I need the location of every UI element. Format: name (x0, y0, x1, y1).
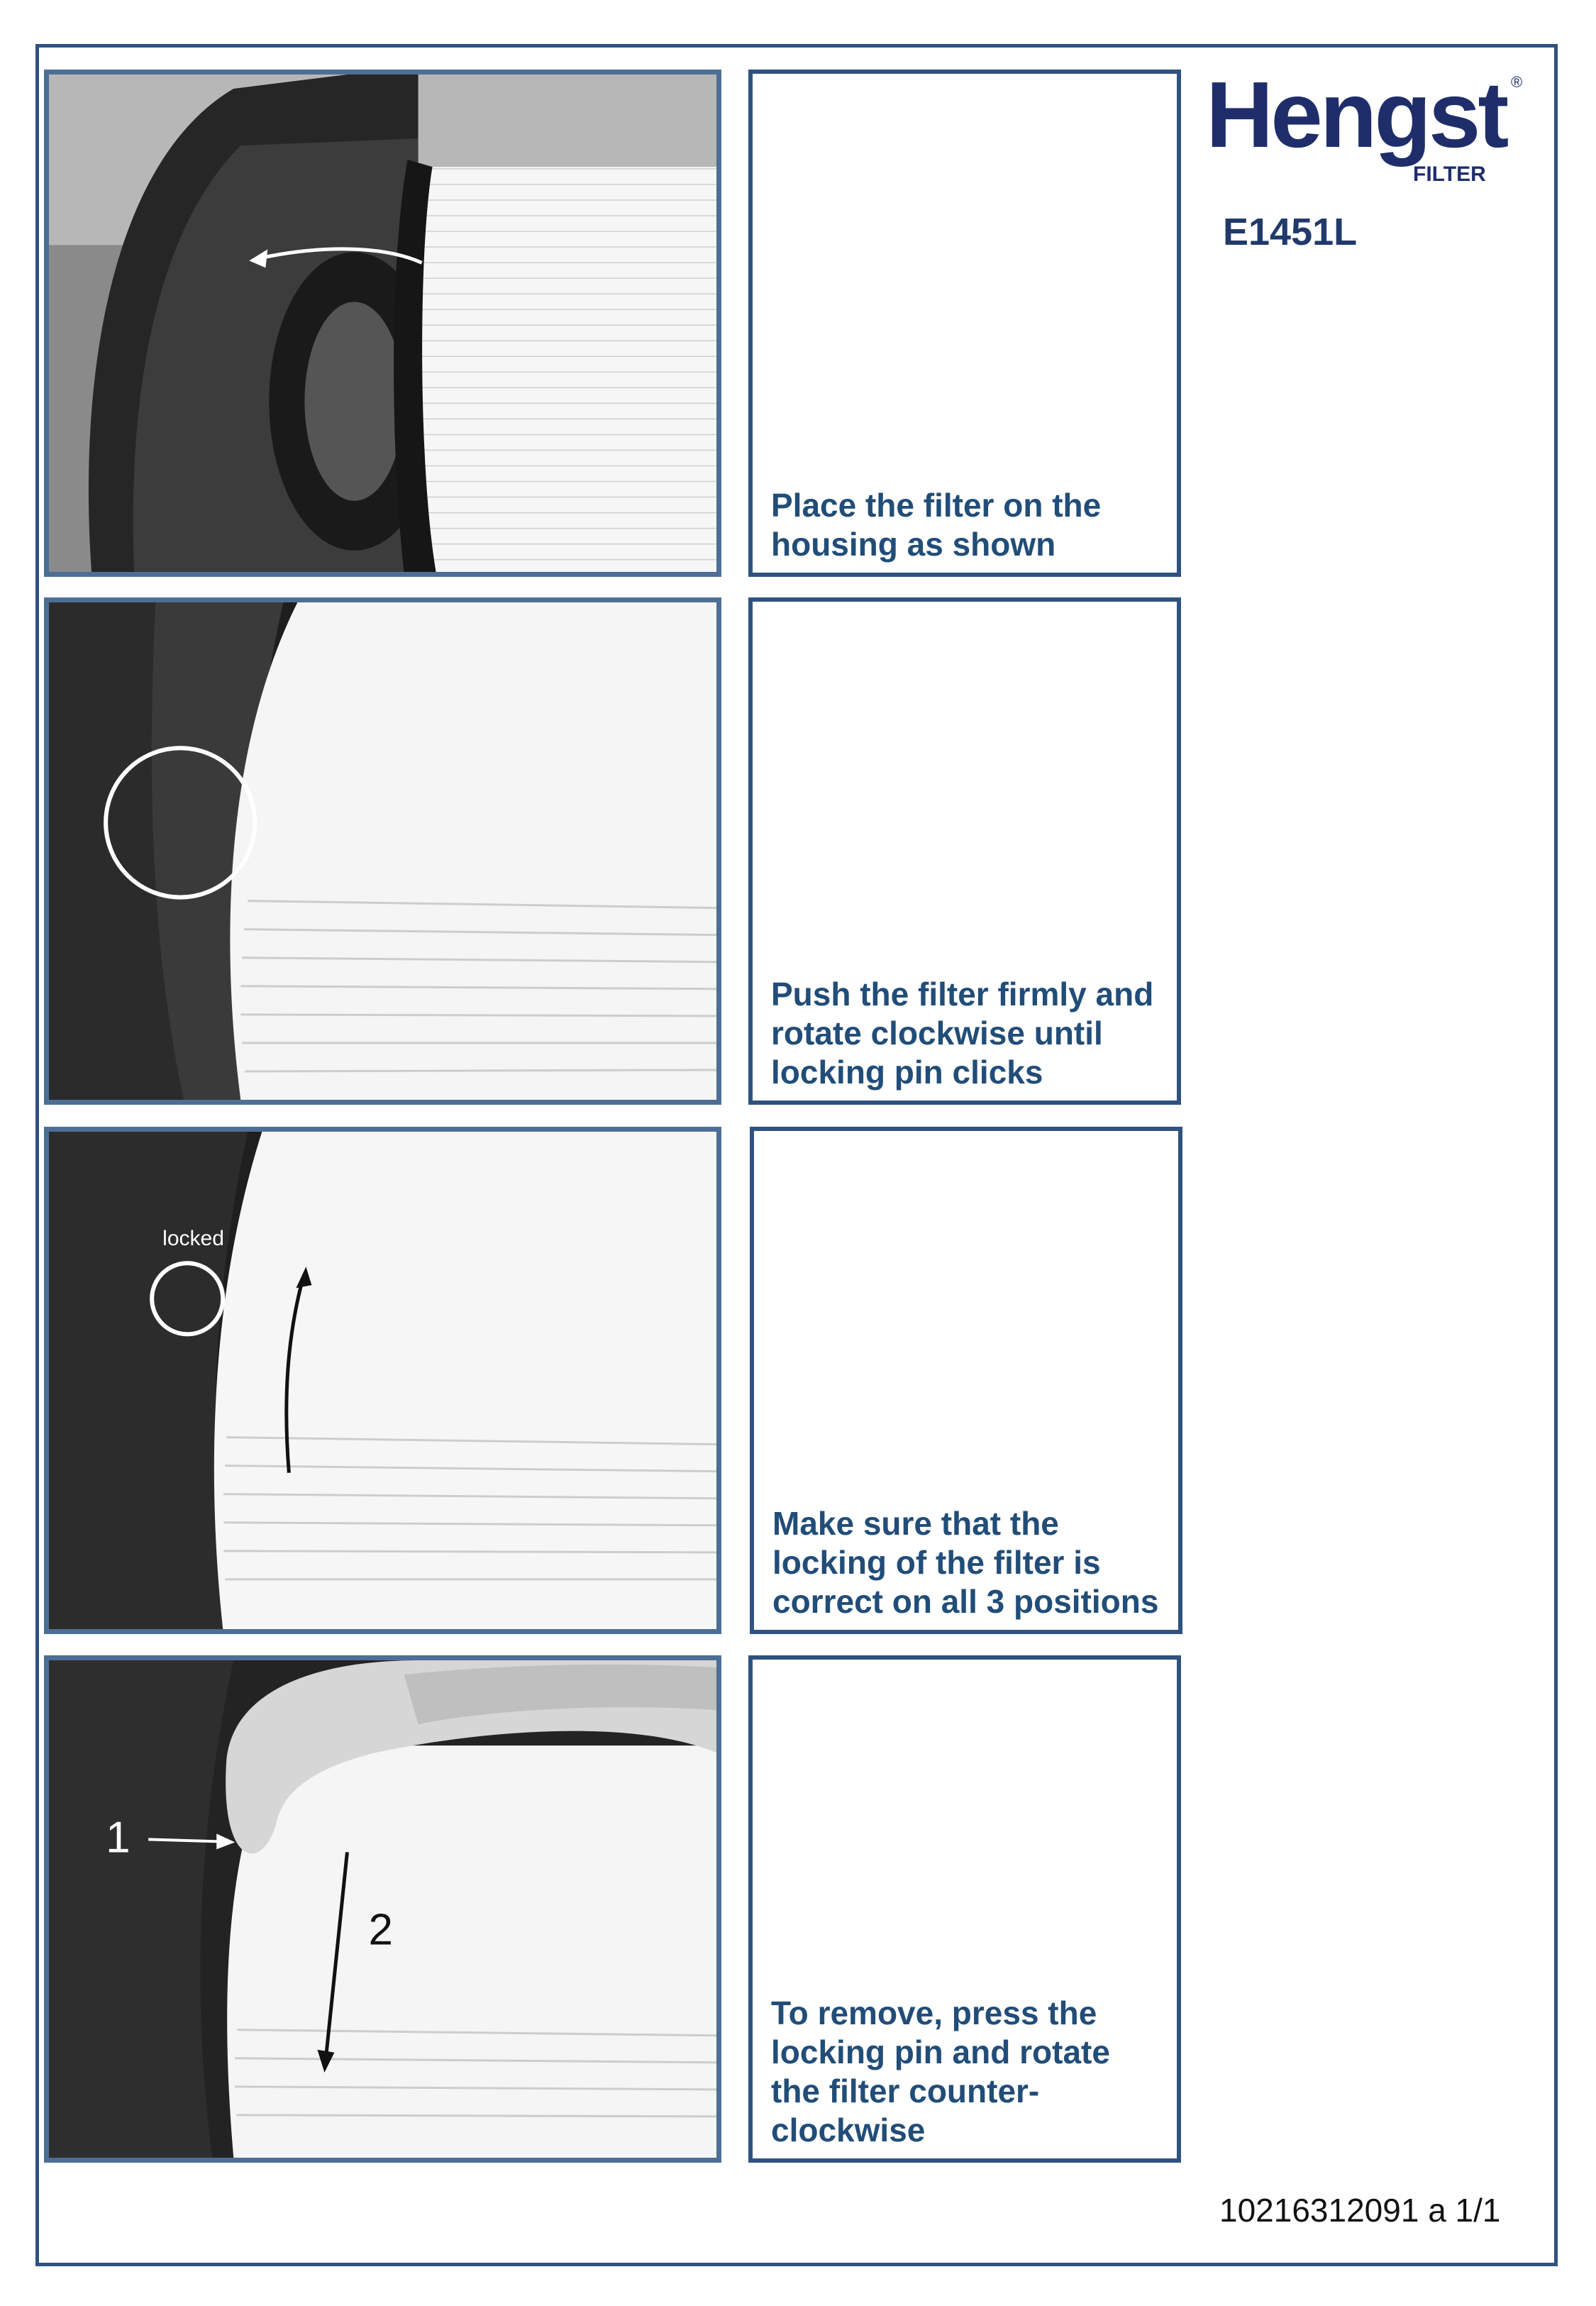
document-number: 10216312091 a 1/1 (1219, 2192, 1501, 2229)
step-1-caption: Place the filter on the housing as shown (771, 487, 1102, 563)
step-4-caption: To remove, press the locking pin and rotate the filter counter-clockwise (771, 1995, 1110, 2148)
brand-subtitle: FILTER (1413, 162, 1486, 186)
step-4-photo (44, 1655, 721, 2163)
step-2-textbox (748, 597, 1181, 1105)
step-2-caption: Push the filter firmly and rotate clockwise until locking pin clicks (771, 976, 1154, 1091)
step-3-textbox (750, 1127, 1182, 1634)
step-marker-2: 2 (368, 1905, 394, 1955)
step-4-textbox (748, 1655, 1181, 2163)
step-1-photo (44, 70, 721, 577)
locked-label: locked (162, 1227, 224, 1251)
registered-mark: ® (1511, 73, 1523, 91)
step-2-photo (44, 597, 721, 1105)
step-marker-1: 1 (106, 1813, 131, 1863)
product-model: E1451L (1223, 211, 1358, 253)
brand-name: Hengst (1206, 67, 1507, 167)
step-1-textbox (748, 70, 1181, 577)
hengst-logo (1206, 67, 1525, 192)
step-3-caption: Make sure that the locking of the filter is correct on all 3 positions (772, 1505, 1159, 1620)
step-3-photo (44, 1127, 721, 1634)
